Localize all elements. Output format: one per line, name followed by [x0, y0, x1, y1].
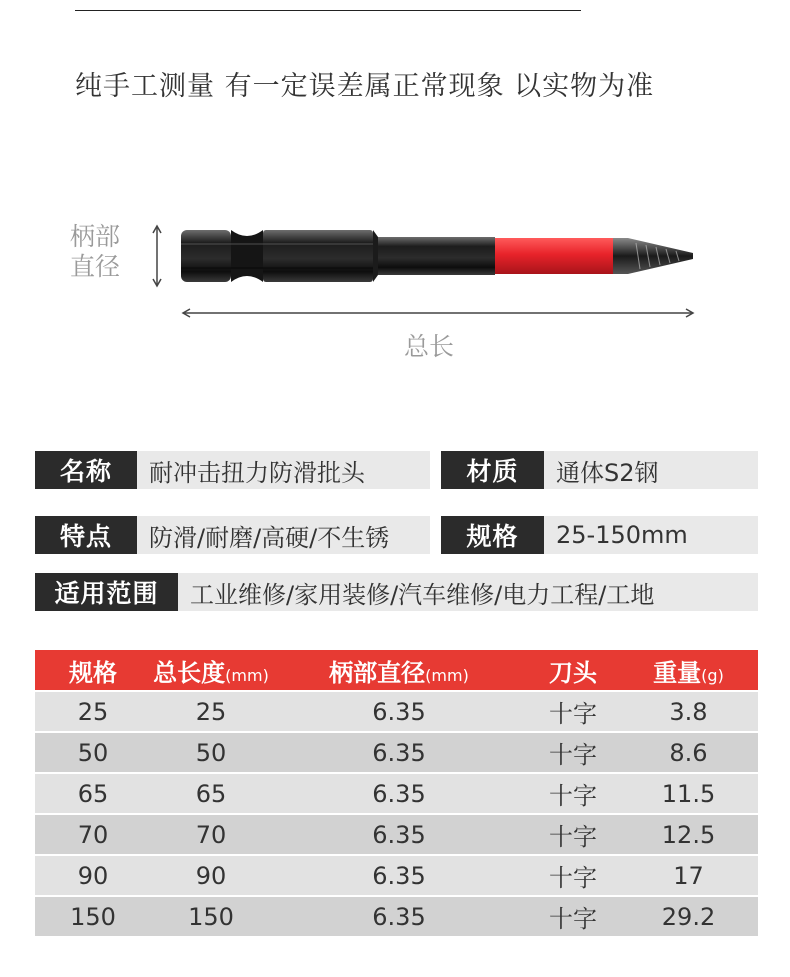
header-diameter-unit: (mm) [425, 665, 469, 685]
hex-shank-body [263, 230, 373, 282]
table-row [35, 731, 758, 772]
phillips-tip [613, 238, 693, 274]
hex-shank [181, 230, 231, 282]
cell-tip: 十字 [549, 823, 597, 851]
cell-weight: 8.6 [669, 738, 708, 767]
shank-label-line-1: 柄部 [70, 222, 121, 251]
cell-tip: 十字 [549, 864, 597, 892]
total-length-arrow [183, 309, 693, 317]
cell-weight: 29.2 [661, 902, 716, 931]
cell-weight: 12.5 [661, 820, 716, 849]
shank-groove [231, 230, 263, 282]
size-table [35, 650, 758, 936]
cell-tip: 十字 [549, 905, 597, 933]
spec-name-key: 名称 [35, 451, 137, 489]
spec-feature-key: 特点 [35, 516, 137, 554]
header-diameter: 柄部直径(mm) [329, 658, 469, 687]
cell-length: 50 [195, 738, 227, 767]
cell-diameter: 6.35 [372, 738, 426, 767]
cell-length: 150 [188, 902, 234, 931]
header-length-unit: (mm) [225, 665, 269, 685]
cell-spec: 25 [77, 697, 109, 726]
cell-diameter: 6.35 [372, 861, 426, 890]
header-spec: 规格 [69, 658, 117, 687]
table-row [35, 813, 758, 854]
spec-usage-key: 适用范围 [35, 573, 178, 611]
cell-tip: 十字 [549, 782, 597, 810]
cell-tip: 十字 [549, 700, 597, 728]
cell-diameter: 6.35 [372, 820, 426, 849]
red-torsion-zone [495, 238, 613, 274]
header-weight: 重量(g) [653, 658, 724, 687]
cell-weight: 17 [673, 861, 704, 890]
screwdriver-bit-illustration [0, 200, 790, 340]
spec-name [35, 451, 430, 489]
cell-length: 25 [195, 697, 227, 726]
spec-name-value: 耐冲击扭力防滑批头 [149, 458, 365, 487]
cell-spec: 90 [77, 861, 109, 890]
total-length-label: 总长 [404, 332, 455, 361]
header-weight-unit: (g) [701, 665, 724, 685]
spec-usage-value: 工业维修/家用装修/汽车维修/电力工程/工地 [190, 580, 655, 609]
bit-shaft [378, 237, 495, 275]
spec-feature [35, 516, 430, 554]
shank-label-line-2: 直径 [70, 252, 121, 281]
cell-spec: 65 [77, 779, 109, 808]
bit-diagram [0, 200, 790, 380]
table-header [35, 650, 758, 690]
table-row [35, 895, 758, 936]
cell-weight: 3.8 [669, 697, 708, 726]
spec-size [441, 516, 758, 554]
cell-diameter: 6.35 [372, 697, 426, 726]
header-length: 总长度(mm) [153, 658, 269, 687]
spec-material [441, 451, 758, 489]
table-row [35, 854, 758, 895]
table-row [35, 690, 758, 731]
spec-size-key: 规格 [441, 516, 544, 554]
measurement-disclaimer: 纯手工测量 有一定误差属正常现象 以实物为准 [75, 71, 655, 102]
cell-spec: 70 [77, 820, 109, 849]
cell-diameter: 6.35 [372, 902, 426, 931]
spec-feature-value: 防滑/耐磨/高硬/不生锈 [149, 523, 390, 552]
cell-tip: 十字 [549, 741, 597, 769]
top-divider [75, 10, 581, 11]
cell-length: 65 [195, 779, 227, 808]
spec-size-value: 25-150mm [556, 521, 688, 549]
spec-usage [35, 573, 758, 611]
cell-spec: 50 [77, 738, 109, 767]
cell-length: 70 [195, 820, 227, 849]
table-row [35, 772, 758, 813]
cell-diameter: 6.35 [372, 779, 426, 808]
cell-length: 90 [195, 861, 227, 890]
shank-diameter-arrow [153, 226, 161, 286]
header-tip: 刀头 [549, 658, 597, 687]
cell-weight: 11.5 [661, 779, 716, 808]
spec-material-value: 通体S2钢 [556, 458, 659, 487]
spec-material-key: 材质 [441, 451, 544, 489]
cell-spec: 150 [70, 902, 116, 931]
